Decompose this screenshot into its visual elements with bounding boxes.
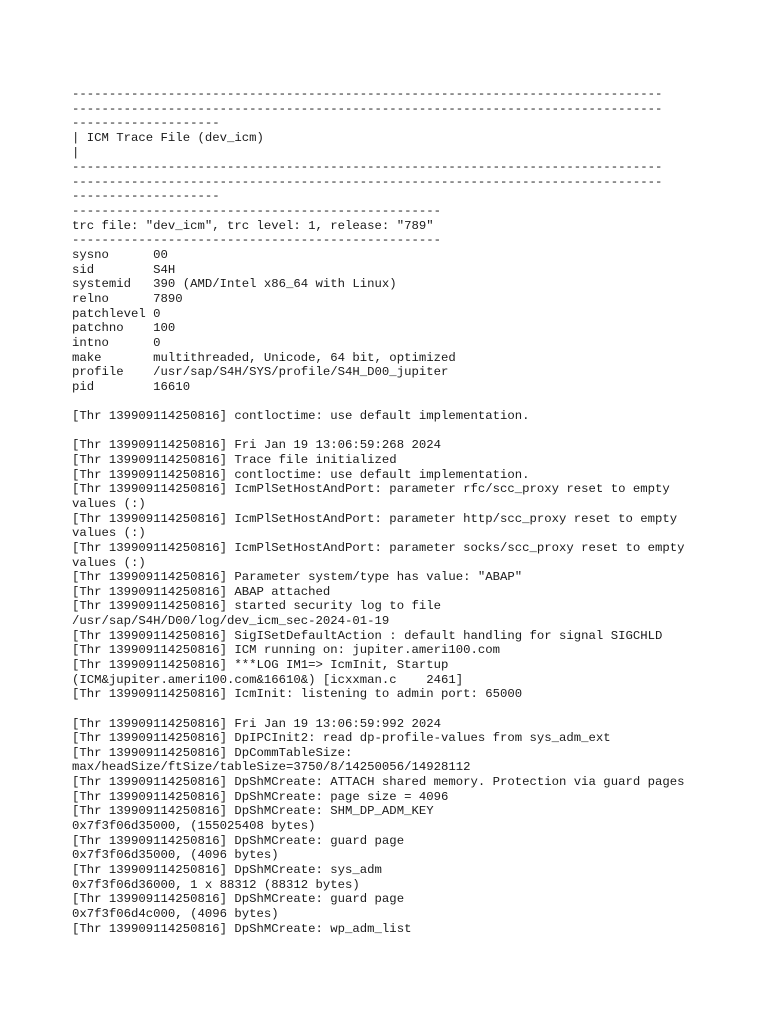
- log-line: [Thr 139909114250816] DpShMCreate: ATTACH shared memory. Protection via guard pages: [72, 775, 685, 790]
- separator-line: --------------------------------------------------------------------------------: [72, 101, 663, 116]
- system-info-line: profile /usr/sap/S4H/SYS/profile/S4H_D00_jupiter: [72, 365, 449, 380]
- system-info-line: sysno 00: [72, 248, 168, 263]
- log-line: [Thr 139909114250816] Fri Jan 19 13:06:59:992 2024: [72, 716, 441, 731]
- log-line: [Thr 139909114250816] Fri Jan 19 13:06:59:268 2024: [72, 438, 441, 453]
- separator-line: --------------------------------------------------: [72, 233, 441, 248]
- log-line: [Thr 139909114250816] DpIPCInit2: read dp-profile-values from sys_adm_ext: [72, 731, 611, 746]
- log-line: values (:): [72, 555, 146, 570]
- log-line: [Thr 139909114250816] Trace file initialized: [72, 453, 397, 468]
- system-info-line: patchno 100: [72, 321, 176, 336]
- log-line: [Thr 139909114250816] SigISetDefaultAction : default handling for signal SIGCHLD: [72, 628, 663, 643]
- log-line: [Thr 139909114250816] DpShMCreate: page size = 4096: [72, 789, 449, 804]
- system-info-line: patchlevel 0: [72, 306, 161, 321]
- log-line: max/headSize/ftSize/tableSize=3750/8/14250056/14928112: [72, 760, 471, 775]
- system-info-line: systemid 390 (AMD/Intel x86_64 with Linux): [72, 277, 397, 292]
- trace-file-document: [72, 87, 712, 936]
- log-line: [Thr 139909114250816] IcmInit: listening to admin port: 65000: [72, 687, 523, 702]
- trace-file-info: trc file: "dev_icm", trc level: 1, release: "789": [72, 218, 434, 233]
- log-line: /usr/sap/S4H/D00/log/dev_icm_sec-2024-01-19: [72, 614, 390, 629]
- log-line: [Thr 139909114250816] contloctime: use default implementation.: [72, 409, 530, 424]
- log-line: values (:): [72, 526, 146, 541]
- log-line: [Thr 139909114250816] IcmPlSetHostAndPort: parameter rfc/scc_proxy reset to empty: [72, 482, 670, 497]
- separator-line: --------------------: [72, 189, 220, 204]
- trace-file-title: | ICM Trace File (dev_icm): [72, 130, 264, 145]
- log-line: [Thr 139909114250816] DpShMCreate: sys_adm: [72, 862, 382, 877]
- log-line: 0x7f3f06d35000, (4096 bytes): [72, 848, 279, 863]
- log-line: [Thr 139909114250816] DpShMCreate: wp_adm_list: [72, 921, 412, 936]
- log-line: 0x7f3f06d4c000, (4096 bytes): [72, 906, 279, 921]
- log-line: [Thr 139909114250816] DpCommTableSize:: [72, 745, 353, 760]
- log-line: [Thr 139909114250816] DpShMCreate: SHM_DP_ADM_KEY: [72, 804, 434, 819]
- log-line: [Thr 139909114250816] IcmPlSetHostAndPort: parameter socks/scc_proxy reset to empty: [72, 540, 685, 555]
- system-info-line: relno 7890: [72, 291, 183, 306]
- blank-line: [72, 424, 712, 439]
- log-line: [Thr 139909114250816] contloctime: use default implementation.: [72, 467, 530, 482]
- separator-line: --------------------------------------------------: [72, 204, 441, 219]
- separator-line: --------------------------------------------------------------------------------: [72, 174, 663, 189]
- log-line: [Thr 139909114250816] IcmPlSetHostAndPort: parameter http/scc_proxy reset to empty: [72, 511, 678, 526]
- log-line: [Thr 139909114250816] DpShMCreate: guard page: [72, 892, 405, 907]
- log-line: (ICM&jupiter.ameri100.com&16610&) [icxxman.c 2461]: [72, 672, 464, 687]
- blank-line: [72, 702, 712, 717]
- log-line: values (:): [72, 496, 146, 511]
- log-line: [Thr 139909114250816] Parameter system/type has value: "ABAP": [72, 570, 523, 585]
- log-line: 0x7f3f06d36000, 1 x 88312 (88312 bytes): [72, 877, 360, 892]
- separator-line: --------------------: [72, 116, 220, 131]
- trace-text-line: |: [72, 145, 80, 160]
- separator-line: --------------------------------------------------------------------------------: [72, 87, 663, 101]
- system-info-line: intno 0: [72, 335, 161, 350]
- log-line: [Thr 139909114250816] ***LOG IM1=> IcmInit, Startup: [72, 657, 449, 672]
- log-line: [Thr 139909114250816] started security log to file: [72, 599, 441, 614]
- blank-line: [72, 394, 712, 409]
- log-line: 0x7f3f06d35000, (155025408 bytes): [72, 819, 316, 834]
- log-line: [Thr 139909114250816] ABAP attached: [72, 584, 331, 599]
- system-info-line: pid 16610: [72, 379, 191, 394]
- system-info-line: sid S4H: [72, 262, 176, 277]
- log-line: [Thr 139909114250816] ICM running on: jupiter.ameri100.com: [72, 643, 501, 658]
- log-line: [Thr 139909114250816] DpShMCreate: guard page: [72, 833, 405, 848]
- separator-line: --------------------------------------------------------------------------------: [72, 160, 663, 175]
- system-info-line: make multithreaded, Unicode, 64 bit, optimized: [72, 350, 456, 365]
